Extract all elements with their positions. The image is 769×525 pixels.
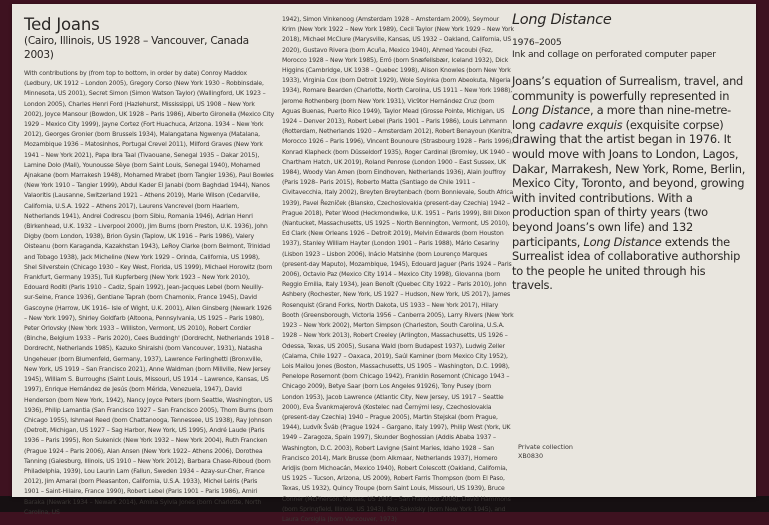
work-medium: Ink and collage on perforated computer paper	[512, 49, 716, 60]
work-details	[512, 37, 747, 61]
work-column	[512, 11, 747, 293]
description-text: extends the Surrealist idea of collaborative authorship to the people he united through his travels.	[512, 234, 741, 293]
work-years: 1976–2005	[512, 37, 562, 48]
contributors-list-part-1: With contributions by (from top to bottom, in order by date) Conroy Maddox (Ledbury, UK 1912 – London 2005), Gregory Corso (New York 1930 – Robbinsdale, Minnesota, US 2001), Secret Simon (Simon Watson Taylor) (Wallingford, UK 1923 – London 2005), Charles Henri Ford (Hazlehurst, Mississippi, US 1908 – New York 2002), Joyce Mansour (Bowdon, UK 1928 – Paris 1986), Alberto Gironella (Mexico City 1929 – Mexico City 1999), Jayne Cortez (Fort Huachuca, Arizona. 1934 – New York 2012), Georges Gronier (born Brussels 1934), Malangatana Ngwenya (Matalana, Mozambique 1936 – Matosinhos, Portugal Crevel 2011), Milford Graves (New York 1941 – New York 2021), Papa Ibra Taal (Tivaouane, Senegal 1935 – Dakar 2015), Lamine Dolo (Mali), Younousse Sèye (born Saint Louis, Senegal 1940), Mohamed Ajnakane (born Marrakesh 1948), Mohamed Mrabet (born Tangier 1936), Paul Bowles (New York 1910 – Tangier 1999), Abdul Kader El Janabi (born Baghdad 1944), Nanos Valaoritis (Lausanne, Switzerland 1921 – Athens 2019), Marie Wilson (Cedarville, California, U.S.A. 1922 – Athens 2017), Laurens Vancrevel (born Haarlem, Netherlands 1941), Andrei Codrescu (born Sibiu, Romania 1946), Adrian Henri (Birkenhead, U.K. 1932 – Liverpool 2000), Jim Burns (born Preston, U.K. 1936), John Digby (born London, 1938), Brion Gysin (Taplow, UK 1916 – Paris 1986), Valery Oisteanu (born Karaganda, Kazakhstan 1943), LeRoy Clarke (born Belmont, Trinidad and Tobago 1938), Jack Micheline (New York 1929 – Orinda, California, US 1998), Shel Silverstein (Chicago 1930 – Key West, Florida, US 1999), Michael Horowitz (born Frankfurt, Germany 1935), Tuli Kupferberg (New York 1923 – New York 2010), Edouard Roditi (Paris 1910 – Cadiz, Spain 1992), Jean-Jacques Lebel (born Neuilly-sur-Seine, France 1936), Gentiane Taprah (born Chamonix, France 1945), David Gascoyne (Harrow, UK 1916– Isle of Wight, U.K. 2001), Allen Ginsberg (Newark 1926 – New York 1997), Shirley Goldfarb (Altoona, Pennsylvania, US 1925 – Paris 1980), Peter Orlovsky (New York 1933 – Williston, Vermont, US 2010), Robert Cordier (Binche, Belgium 1933 – Paris 2020), Cees Buddingh' (Dordrecht, Netherlands 1918 – Dordrecht, Netherlands 1985), Kazuko Shiraishi (born Vancouver, 1931), Natasha Ungeheuer (born Blumenfeld, Germany, 1937), Lawrence Ferlinghetti (Bronxville, New York, US 1919 – San Francisco 2021), Anne Waldman (born Millville, New Jersey 1945), William S. Burroughs (Saint Louis, Missouri, US 1914 – Lawrence, Kansas, US 1997), Enrique Hernández de Jesús (born Mérida, Venezuela, 1947), David Henderson (born New York, 1942), Nancy Joyce Peters (born Seattle, Washington, US 1936), Philip Lamantia (San Francisco 1927 – San Francisco 2005), Thom Burns (born Chicago 1955), Ishmael Reed (born Chattanooga, Tennessee, US 1938), Ray Johnson (Detroit, Michigan, US 1927 – Sag Harbor, New York, US 1995), André Laude (Paris 1936 – Paris 1995), Ron Sukenick (New York 1932 – New York 2004), Ruth Francken (Prague 1924 – Paris 2006), Alan Ansen (New York 1922– Athens 2006), Dorothea Tanning (Galesburg, Illinois, US 1910 – New York 2012), Barbara Chase-Riboud (born Philadelphia, 1939), Lou Laurin Lam (Fallun, Sweden 1934 – Azay-sur-Cher, France 2012), Jim Amaral (born Pleasanton, California, U.S.A. 1933), Michel Leiris (Paris 1901 – Saint-Hilaire, France 1990), Robert Lebel (Paris 1901 – Paris 1986), Amiri Baraka (Newark 1934 – Newark 2014), Amina Sylvia Jones (born Charlotte, North Carolina, US	[24, 70, 274, 516]
collection-owner: Private collection	[518, 443, 573, 451]
description-text: , a more than nine-metre-long	[512, 103, 732, 132]
contributors-column	[282, 15, 514, 525]
collection-credit	[518, 443, 573, 461]
title-reference: Long Distance	[583, 234, 662, 249]
title-reference: Long Distance	[512, 103, 590, 118]
artist-column	[24, 15, 274, 518]
wall-label-card	[12, 4, 756, 523]
term-cadavre-exquis: cadavre exquis	[538, 117, 623, 132]
work-title: Long Distance	[512, 12, 612, 28]
description-text: Joans’s equation of Surrealism, travel, and community is powerfully represented in	[512, 74, 744, 103]
description-text: (exquisite corpse) drawing that the artist began in 1976. It would move with Joans to London, Lagos, Dakar, Marrakesh, New York, Rome, Berlin, Mexico City, Toronto, and beyond, growing with invited contributions. With a production span of thirty years (two beyond Joans’s own life) and 132 participants,	[512, 117, 746, 249]
work-description	[512, 74, 747, 293]
artist-name: Ted Joans	[24, 15, 100, 34]
accession-number: XB0830	[518, 452, 544, 460]
contributors-list-part-2: 1942), Simon Vinkenoog (Amsterdam 1928 – Amsterdam 2009), Seymour Krim (New York 1922 – New York 1989), Cecil Taylor (New York 1929 – New York 2018), Michael McClure (Marysville, Kansas, US 1932 – Oakland, California, US 2020), Gustavo Rivera (born Acuña, Mexico 1940), Ahmed Yacoubi (Fez, Morocco 1928 – New York 1985), Erró (born Snæfellsbær, Iceland 1932), Dick Higgins (Cambridge, UK 1938 – Quebec 1998), Alison Knowles (born New York 1933), Virginia Cox (born Detroit 1929), Wole Soyinka (born Abeokuta, Nigeria 1934), Romare Bearden (Charlotte, North Carolina, US 1911 – New York 1988), Jerome Rothenberg (born New York 1931), Vic9tor Hernández Cruz (born Aguas Buenas, Puerto Rico 1949), Taylor Mead (Grosse Pointe, Michigan, US 1924 – Denver 2013), Robert Lebel (Paris 1901 – Paris 1986), Louis Lehmann (Rotterdam, Netherlands 1920 – Amsterdam 2012), Robert Benayoun (Kenitra, Morocco 1926 – Paris 1996), Vincent Bounoure (Strasbourg 1928 – Paris 1996), Konrad Klapheck (born Düsseldorf 1935), Roger Cardinal (Bromley, UK 1940 – Chartham Hatch, UK 2019), Roland Penrose (London 1900 – East Sussex, UK 1984), Woody Van Amen (born Eindhoven, Netherlands 1936), Alain Jouffroy (Paris 1928– Paris 2015), Roberto Matta (Santiago de Chile 1911 – Civitavecchia, Italy 2002), Breyten Breytenbach (born Bonnievale, South Africa 1939), Pavel Řezníček (Blansko, Czechoslovakia (present-day Czechia) 1942 – Prague 2018), Peter Wood (Heckmondwike, U.K. 1951 – Paris 1999), Bill Dixon (Nantucket, Massachusetts, US 1925 – North Bennington, Vermont, US 2010), Ed Clark (New Orleans 1926 – Detroit 2019), Melvin Edwards (born Houston 1937), Stanley William Hayter (London 1901 – Paris 1988), Mário Cesariny (Lisbon 1923 – Lisbon 2006), Inácio Matsinhe (born Lourenço Marques (present-day Maputo), Mozambique, 1945), Edouard Jaguer (Paris 1924 – Paris 2006), Octavio Paz (Mexico City 1914 – Mexico City 1998), Giovanna (born Reggio Emilia, Italy 1934), Jean Benoît (Quebec City 1922 – Paris 2010), John Ashbery (Rochester, New York, US 1927 – Hudson, New York, US 2017), James Rosenquist (Grand Forks, North Dakota, US 1933 – New York 2017), Hilary Booth (Greensborough, Victoria 1956 – Canberra 2005), Larry Rivers (New York 1923 – New York 2002), Merton Simpson (Charleston, South Carolina, U.S.A. 1928 – New York 2013), Robert Creeley (Arlington, Massachusetts, US 1926 – Odessa, Texas, US 2005), Susana Wald (born Budapest 1937), Ludwig Zeller (Calama, Chile 1927 – Oaxaca, 2019), Saúl Kaminer (born Mexico City 1952), Lois Mailou Jones (Boston, Massachusetts, US 1905 – Washington, D.C. 1998), Penelope Rosemont (born Chicago 1942), Franklin Rosemont (Chicago 1943 – Chicago 2009), Betye Saar (born Los Angeles 91926), Tony Pusey (born London 1953), Jacob Lawrence (Atlantic City, New Jersey, US 1917 – Seattle 2000), Eva Švankmajerová (Kostelec nad Černými lesy, Czechoslovakia (present-day Czechia) 1940 – Prague 2005), Martin Stejskal (born Prague, 1944), Ludvík Šváb (Prague 1924 – Gargano, Italy 1997), Philip West (York, UK 1949 – Zaragoza, Spain 1997), Skunder Boghossian (Addis Ababa 1937 – Washington, D.C. 2003), Robert Lavigne (Saint Maries, Idaho 1928 – San Francisco 2014), Mark Brusse (born Alkmaar, Netherlands 1937), Homero Aridjis (born Michoacán, Mexico 1940), Robert Colescott (Oakland, California, US 1925 – Tucson, Arizona, US 2009), Robert Farris Thompson (born El Paso, Texas, US 1932), Quincy Troupe (born Saint Louis, Missouri, US 1939), Bruce Conner (McPherson, Kansas, US 1903 – San Francisco 2008), David Hammons (born Springfield, Illinois, US 1943), Ron Sakolsky (born New York 1945), and Laura Corsiglia (born Vancouver, 1973)	[282, 16, 514, 523]
artist-dates: (Cairo, Illinois, US 1928 – Vancouver, Canada 2003)	[24, 35, 249, 61]
